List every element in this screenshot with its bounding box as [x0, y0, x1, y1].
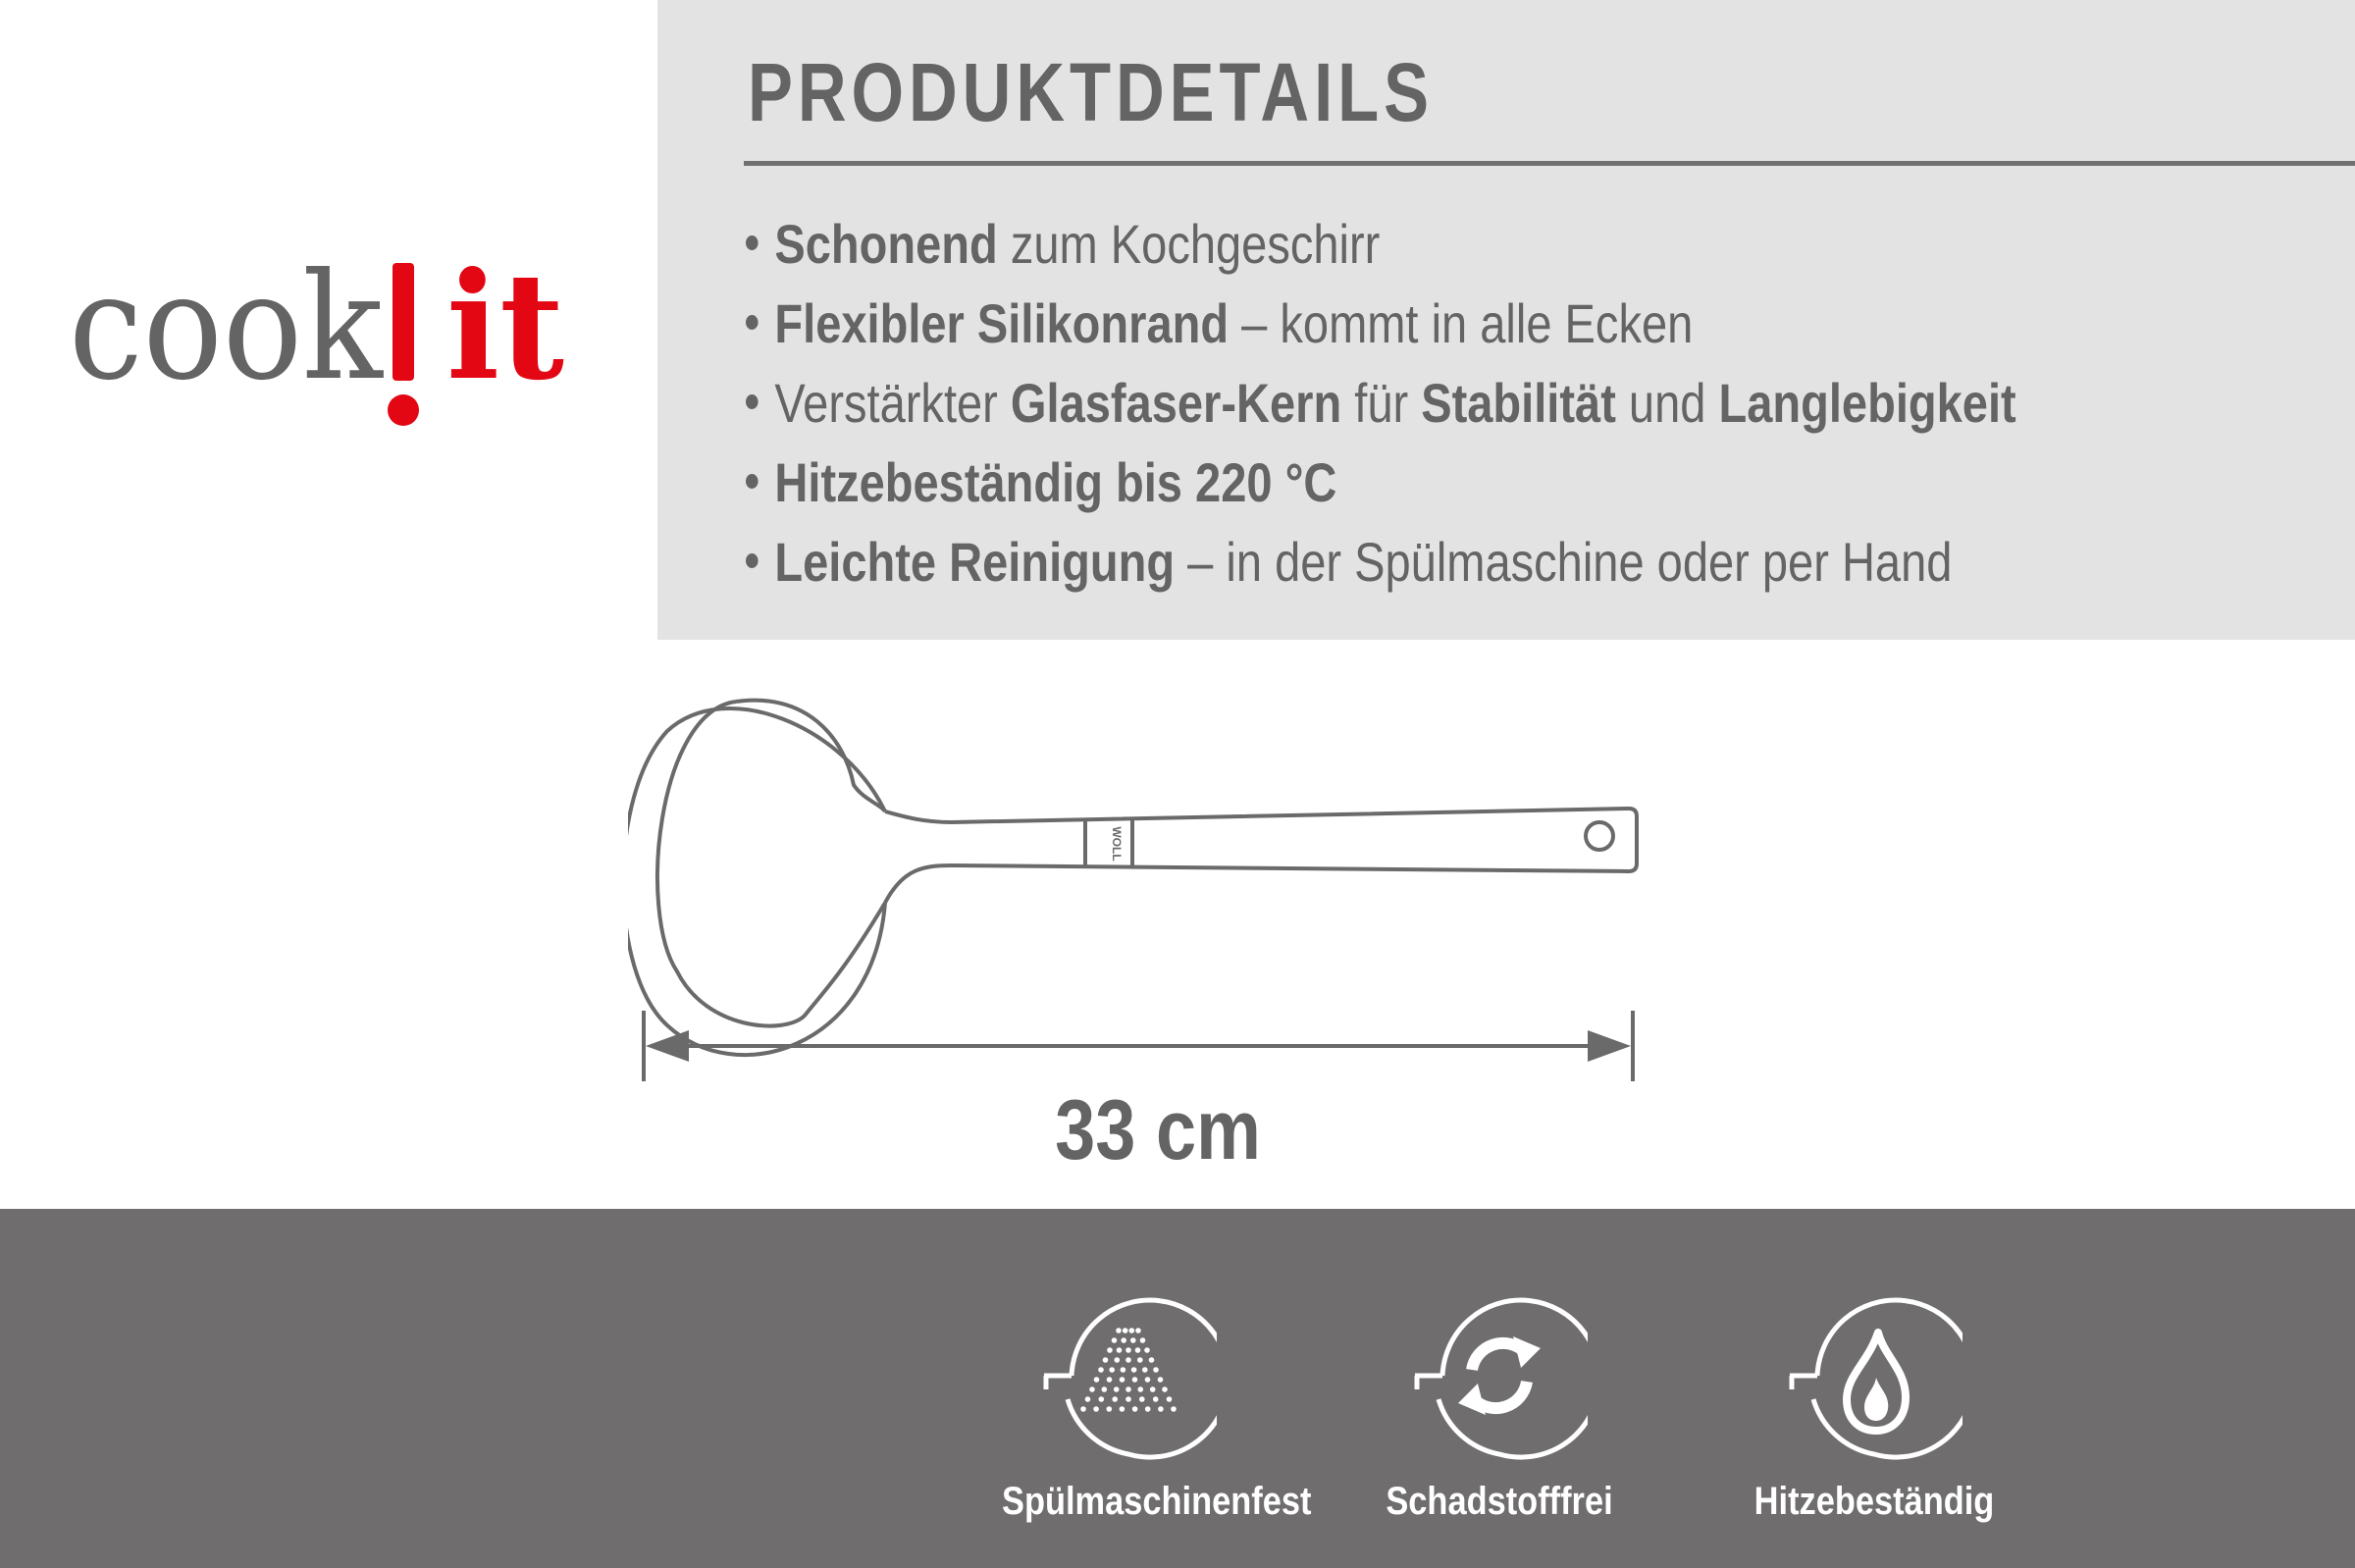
handle-brand-mark: WOLL [1110, 826, 1124, 862]
bullet-icon [746, 474, 759, 489]
feature-item [746, 522, 2016, 601]
flame-icon [1786, 1287, 1962, 1464]
logo-text-cook: cook [69, 242, 384, 413]
dimension-label: 33 cm [1055, 1083, 1261, 1177]
feature-list [746, 204, 2258, 601]
logo-exclamation-bar [392, 263, 414, 381]
feature-badges-bar [0, 1209, 2355, 1568]
dishwasher-spray-icon [1040, 1287, 1217, 1464]
feature-text-bold: Schonend [774, 213, 998, 275]
badge-label-dishwasher: Spülmaschinenfest [1002, 1480, 1312, 1523]
bullet-icon [746, 235, 759, 250]
dimension-arrow-left [646, 1030, 689, 1062]
handle-hang-hole [1586, 822, 1613, 850]
logo-text-it: it [446, 240, 564, 413]
feature-text-bold: Hitzebeständig bis 220 °C [774, 451, 1337, 513]
ladle-drawing [628, 677, 1668, 1119]
ladle-handle-outline [885, 809, 1637, 903]
logo-exclamation-dot [388, 394, 419, 426]
badge-heat-resistant [1727, 1287, 2021, 1525]
feature-text-bold: Leichte Reinigung [774, 531, 1176, 593]
feature-text: für [1341, 372, 1422, 434]
ladle-bowl-rim [736, 701, 885, 811]
recycle-arrows-icon [1411, 1287, 1588, 1464]
badge-label-pollutant-free: Schadstofffrei [1386, 1480, 1613, 1523]
feature-text-bold: Glasfaser-Kern [1010, 372, 1342, 434]
feature-item [746, 443, 2016, 522]
feature-text: – in der Spülmaschine oder per Hand [1175, 531, 1953, 593]
feature-item [746, 363, 2016, 443]
badge-label-heat-resistant: Hitzebeständig [1753, 1480, 1995, 1523]
bullet-icon [746, 315, 759, 330]
details-title: PRODUKTDETAILS [748, 46, 1434, 138]
feature-item [746, 284, 2016, 363]
badge-dishwasher-safe [981, 1287, 1312, 1525]
feature-text: – kommt in alle Ecken [1229, 292, 1694, 354]
feature-text-bold: Flexibler Silikonrand [774, 292, 1230, 354]
feature-text-bold: Langlebigkeit [1718, 372, 2016, 434]
badge-pollutant-free [1352, 1287, 1647, 1525]
details-divider [744, 161, 2355, 166]
ladle-bowl-inner [657, 702, 885, 1026]
product-details-panel [657, 0, 2355, 640]
bullet-icon [746, 553, 759, 568]
feature-item [746, 204, 2016, 284]
feature-text: und [1615, 372, 1719, 434]
feature-text: zum Kochgeschirr [997, 213, 1381, 275]
feature-text: Verstärkter [774, 372, 1011, 434]
feature-text-bold: Stabilität [1421, 372, 1616, 434]
bullet-icon [746, 394, 759, 409]
dimension-arrow-right [1588, 1030, 1631, 1062]
cookit-logo [69, 235, 579, 442]
